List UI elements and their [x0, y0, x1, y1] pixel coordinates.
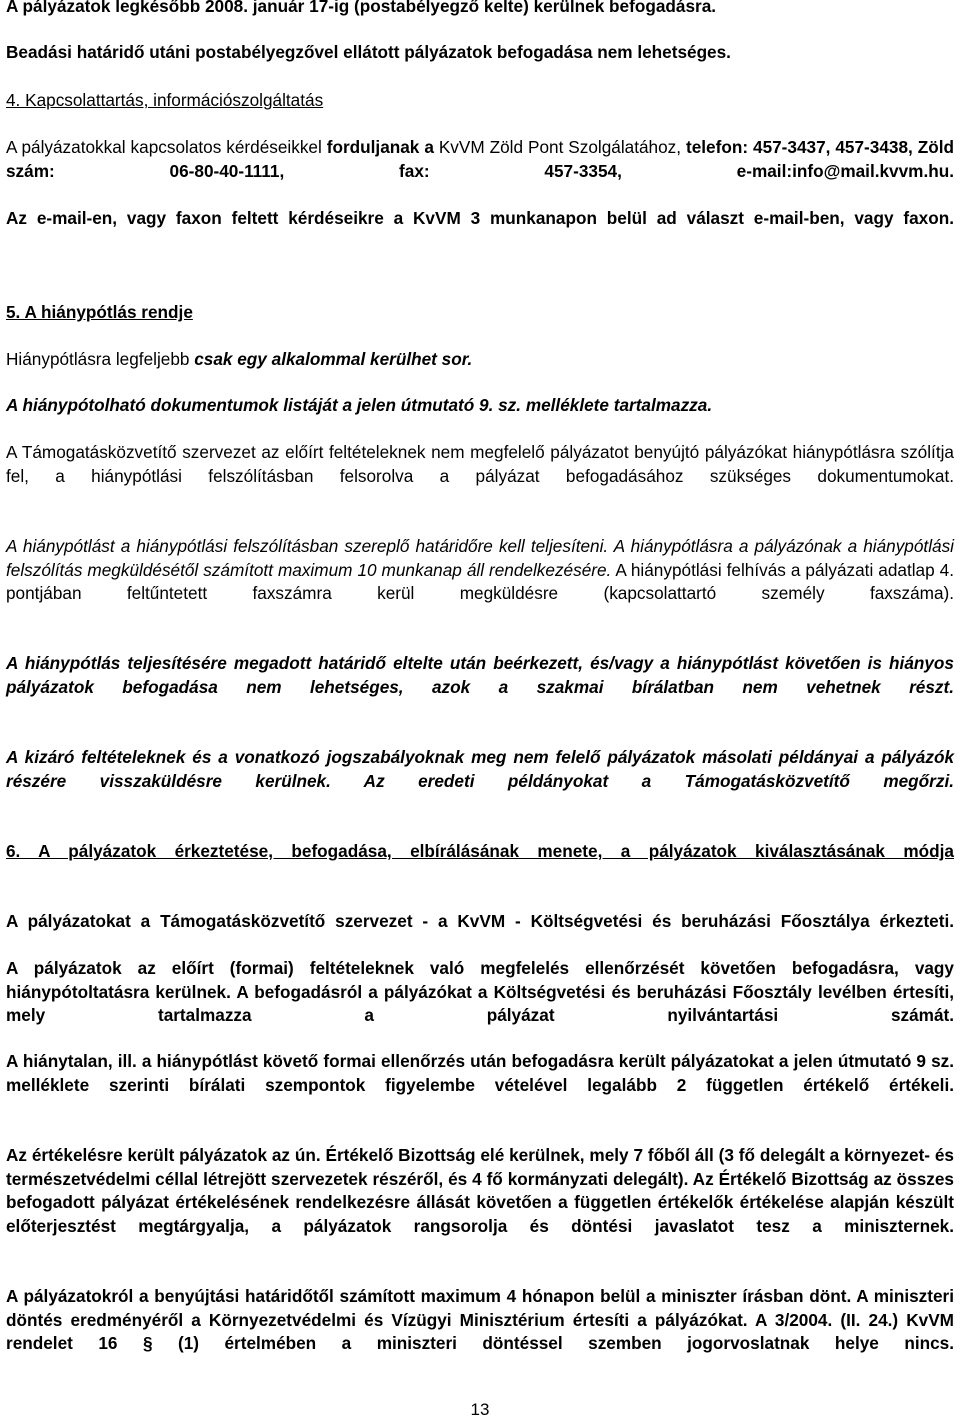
- section-5-annex-paragraph: A hiánypótolható dokumentumok listáját a jelen útmutató 9. sz. melléklete tartalmazza.: [6, 395, 713, 415]
- section-5-rejection-paragraph: A hiánypótlás teljesítésére megadott határidő eltelte után beérkezett, és/vagy a hiánypótlást követően is hiányos pályázatok befogadása nem lehetséges, azok a szakmai bírálatban nem vehetnek részt.: [6, 653, 954, 697]
- section-4-contact-paragraph: A pályázatokkal kapcsolatos kérdéseikkel forduljanak a KvVM Zöld Pont Szolgálatához, telefon: 457-3437, 457-3438, Zöld szám: 06-80-40-1111, fax: 457-3354, e-mail:info@mail.kvvm.hu.: [6, 137, 954, 181]
- section-4-response-paragraph: Az e-mail-en, vagy faxon feltett kérdéseikre a KvVM 3 munkanapon belül ad választ e-mail-ben, vagy faxon.: [6, 208, 954, 228]
- section-5-heading: 5. A hiánypótlás rendje: [6, 302, 193, 322]
- section-6-acceptance-paragraph: A pályázatok az előírt (formai) feltételeknek való megfelelés ellenőrzését követően befogadásra, vagy hiánypótoltatásra kerülnek. A befogadásról a pályázókat a Költségvetési és beruházási Főosztály levélben értesíti, mely tartalmazza a pályázat nyilvántartási számát.: [6, 958, 954, 1025]
- section-4-heading: 4. Kapcsolattartás, információszolgáltatás: [6, 90, 324, 110]
- section-5-deadline-paragraph: A hiánypótlást a hiánypótlási felszólításban szereplő határidőre kell teljesíteni. A hiánypótlásra a pályázónak a hiánypótlási felszólítás megküldésétől számított maximum 10 munkanap áll rendelkezésére. A hiánypótlási felhívás a pályázati adatlap 4. pontjában feltűntetett faxszámra kerül megküldésre (kapcsolattartó személy faxszáma).: [6, 536, 954, 603]
- section-6-evaluation-paragraph: A hiánytalan, ill. a hiánypótlást követő formai ellenőrzés után befogadásra került pályázatokat a jelen útmutató 9 sz. melléklete szerinti bírálati szempontok figyelembe vételével legalább 2 független értékelő értékeli.: [6, 1051, 954, 1095]
- deadline-note: A pályázatok legkésőbb 2008. január 17-ig (postabélyegző kelte) kerülnek befogadásra.: [6, 0, 717, 16]
- section-6-heading: 6. A pályázatok érkeztetése, befogadása, elbírálásának menete, a pályázatok kiválasztásának módja: [6, 841, 954, 861]
- page-number: 13: [470, 1400, 490, 1419]
- section-6-decision-paragraph: A pályázatokról a benyújtási határidőtől számított maximum 4 hónapon belül a miniszter írásban dönt. A miniszteri döntés eredményéről a Környezetvédelmi és Vízügyi Minisztérium értesíti a pályázókat. A 3/2004. (II. 24.) KvVM rendelet 16 § (1) értelmében a miniszteri döntéssel szemben jogorvoslatnak helye nincs.: [6, 1286, 954, 1353]
- late-submission-note: Beadási határidő utáni postabélyegzővel ellátott pályázatok befogadása nem lehetséges.: [6, 42, 731, 62]
- section-6-committee-paragraph: Az értékelésre került pályázatok az ún. Értékelő Bizottság elé kerülnek, mely 7 főből áll (3 fő delegált a környezet- és természetvédelmi céllal létrejött szervezetek részéről, és 4 fő kormányzati delegált). Az Értékelő Bizottság az összes befogadott pályázat értékelésének rendelkezésre állását követően a független értékelők értékelése alapján készült előterjesztést megtárgyalja, a pályázatok rangsorolja és döntési javaslatot tesz a miniszternek.: [6, 1145, 954, 1236]
- section-5-call-paragraph: A Támogatásközvetítő szervezet az előírt feltételeknek nem megfelelő pályázatot benyújtó pályázókat hiánypótlásra szólítja fel, a hiánypótlási felszólításban felsorolva a pályázat befogadásához szükséges dokumentumokat.: [6, 442, 954, 486]
- section-5-return-paragraph: A kizáró feltételeknek és a vonatkozó jogszabályoknak meg nem felelő pályázatok másolati példányai a pályázók részére visszaküldésre kerülnek. Az eredeti példányokat a Támogatásközvetítő megőrzi.: [6, 747, 954, 791]
- section-5-limit-paragraph: Hiánypótlásra legfeljebb csak egy alkalommal kerülhet sor.: [6, 349, 473, 369]
- section-6-registration-paragraph: A pályázatokat a Támogatásközvetítő szervezet - a KvVM - Költségvetési és beruházási Főosztálya érkezteti.: [6, 911, 954, 931]
